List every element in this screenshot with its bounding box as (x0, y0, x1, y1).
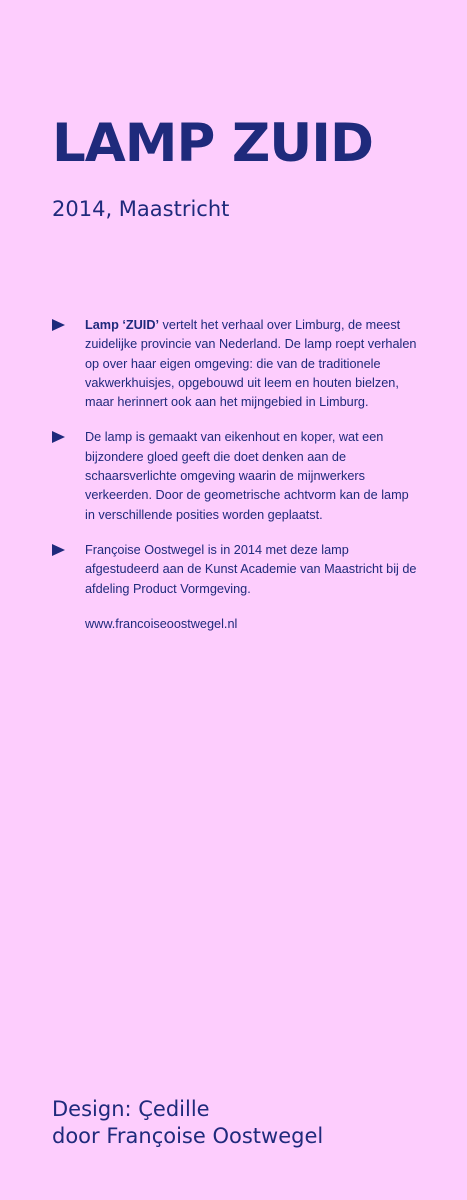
credits-designer: door Françoise Oostwegel (52, 1124, 324, 1148)
paragraph-lead: Lamp ‘ZUID’ (85, 318, 160, 332)
description (52, 316, 418, 634)
triangle-right-icon (52, 428, 85, 448)
credits (52, 1096, 323, 1150)
triangle-right-icon (52, 541, 85, 561)
paragraph-text (85, 316, 418, 412)
paragraph-body: vertelt het verhaal over Limburg, de meest zuidelijke provincie van Nederland. De lamp roept verhalen op over haar eigen omgeving: die van de traditionele vakwerkhuisjes, opgebouwd uit leem en houten bielzen, maar herinnert ook aan het mijngebied in Limburg. (85, 318, 417, 410)
paragraph-text: De lamp is gemaakt van eikenhout en koper, wat een bijzondere gloed geeft die doet denken aan de schaarsverlichte omgeving waarin de mijnwerkers verkeerden. Door de geometrische achtvorm kan de lamp in verschillende posities worden geplaatst. (85, 430, 409, 522)
paragraph-text: Françoise Oostwegel is in 2014 met deze lamp afgestudeerd aan de Kunst Academie van Maastricht bij de afdeling Product Vormgeving. (85, 542, 417, 596)
paragraph-intro (52, 316, 418, 412)
paragraph-designer (52, 541, 418, 599)
website-link[interactable]: www.francoiseoostwegel.nl (85, 616, 238, 631)
credits-design: Design: Çedille (52, 1097, 210, 1121)
paragraph-materials (52, 428, 418, 524)
triangle-right-icon (52, 316, 85, 336)
subtitle: 2014, Maastricht (52, 197, 230, 221)
page-title: LAMP ZUID (52, 113, 374, 174)
